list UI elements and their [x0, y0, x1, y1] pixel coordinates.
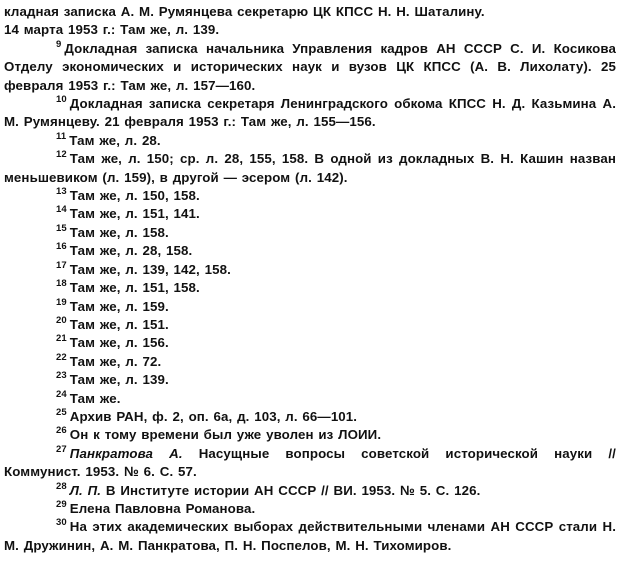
footnote-number: 28 [56, 480, 67, 492]
footnote-number: 12 [56, 149, 67, 161]
footnote-text: Там же, л. 156. [69, 335, 169, 351]
footnote-30 [4, 518, 616, 555]
footnote-text: Там же, л. 151, 158. [69, 280, 200, 296]
footnote-text-line: кладная записка А. М. Румянцева секретарю ЦК КПСС Н. Н. Шаталину. [4, 4, 485, 19]
footnote-number: 20 [56, 314, 67, 326]
footnote-number: 18 [56, 278, 67, 290]
footnote-text: На этих академических выборах действительными членами АН СССР стали Н. М. Дружинин, А. М. Панкратова, П. Н. Поспелов, М. Н. Тихомиров. [4, 519, 616, 553]
footnote-number: 22 [56, 351, 67, 363]
footnote-text: В Институте истории АН СССР // ВИ. 1953. № 5. С. 126. [105, 482, 481, 498]
footnote-22 [4, 353, 616, 371]
footnote-number: 9 [56, 38, 62, 50]
footnote-24 [4, 390, 616, 408]
footnote-text: Там же, л. 72. [69, 353, 162, 369]
footnote-text: Докладная записка секретаря Ленинградского обкома КПСС Н. Д. Казьмина А. М. Румянцеву. 21 февраля 1953 г.: Там же, л. 155—156. [4, 96, 616, 130]
footnote-number: 16 [56, 241, 67, 253]
footnote-number: 14 [56, 204, 67, 216]
footnote-21 [4, 334, 616, 352]
footnote-11 [4, 132, 616, 150]
footnote-number: 17 [56, 259, 67, 271]
footnote-number: 21 [56, 333, 67, 345]
footnote-number: 27 [56, 443, 67, 455]
footnote-25 [4, 408, 616, 426]
footnote-text: Там же. [69, 390, 121, 406]
footnote-17 [4, 261, 616, 279]
footnote-text: Он к тому времени был уже уволен из ЛОИИ. [69, 427, 382, 443]
footnote-text: Там же, л. 139, 142, 158. [69, 261, 231, 277]
footnote-27 [4, 445, 616, 482]
footnote-number: 11 [56, 130, 67, 142]
footnote-text: Там же, л. 28, 158. [69, 243, 193, 259]
footnote-12 [4, 150, 616, 187]
footnote-19 [4, 298, 616, 316]
footnote-number: 13 [56, 186, 67, 198]
footnote-23 [4, 371, 616, 389]
footnote-number: 19 [56, 296, 67, 308]
footnote-number: 23 [56, 370, 67, 382]
footnote-15 [4, 224, 616, 242]
footnote-text: Там же, л. 28. [69, 132, 161, 148]
footnote-16 [4, 242, 616, 260]
footnote-number: 29 [56, 498, 67, 510]
footnote-18 [4, 279, 616, 297]
footnote-9 [4, 40, 616, 95]
footnote-14 [4, 205, 616, 223]
footnote-13 [4, 187, 616, 205]
footnote-number: 25 [56, 406, 67, 418]
footnote-author: Л. П. [69, 482, 102, 498]
footnote-text: Насущные вопросы советской исторической науки // Коммунист. 1953. № 6. С. 57. [4, 445, 616, 480]
footnote-text: Там же, л. 151, 141. [69, 206, 200, 222]
footnote-text: Докладная записка начальника Управления кадров АН СССР С. И. Косикова Отделу экономических и исторических наук и вузов ЦК КПСС (А. В. Лихолату). 25 февраля 1953 г.: Там же, л. 157—160. [4, 40, 616, 93]
footnote-20 [4, 316, 616, 334]
footnote-text: Елена Павловна Романова. [69, 500, 256, 516]
footnote-continuation [4, 3, 616, 40]
footnote-text: Там же, л. 150, 158. [69, 188, 200, 204]
footnote-number: 24 [56, 388, 67, 400]
footnote-text: Там же, л. 158. [69, 224, 169, 240]
footnote-author: Панкратова А. [69, 445, 183, 461]
footnote-text: Там же, л. 151. [69, 316, 169, 332]
footnote-28 [4, 482, 616, 500]
footnote-text: Там же, л. 139. [69, 372, 169, 388]
footnote-text-line: 14 марта 1953 г.: Там же, л. 139. [4, 22, 220, 38]
footnote-29 [4, 500, 616, 518]
footnote-text: Там же, л. 159. [69, 298, 169, 314]
footnote-text: Архив РАН, ф. 2, оп. 6а, д. 103, л. 66—101. [69, 408, 358, 424]
footnote-number: 30 [56, 517, 67, 529]
footnote-text: Там же, л. 150; ср. л. 28, 155, 158. В одной из докладных В. Н. Кашин назван меньшевиком (л. 159), в другой — эсером (л. 142). [4, 151, 616, 185]
footnote-26 [4, 426, 616, 444]
footnote-number: 10 [56, 94, 67, 106]
footnote-number: 26 [56, 425, 67, 437]
footnote-10 [4, 95, 616, 132]
footnote-number: 15 [56, 222, 67, 234]
